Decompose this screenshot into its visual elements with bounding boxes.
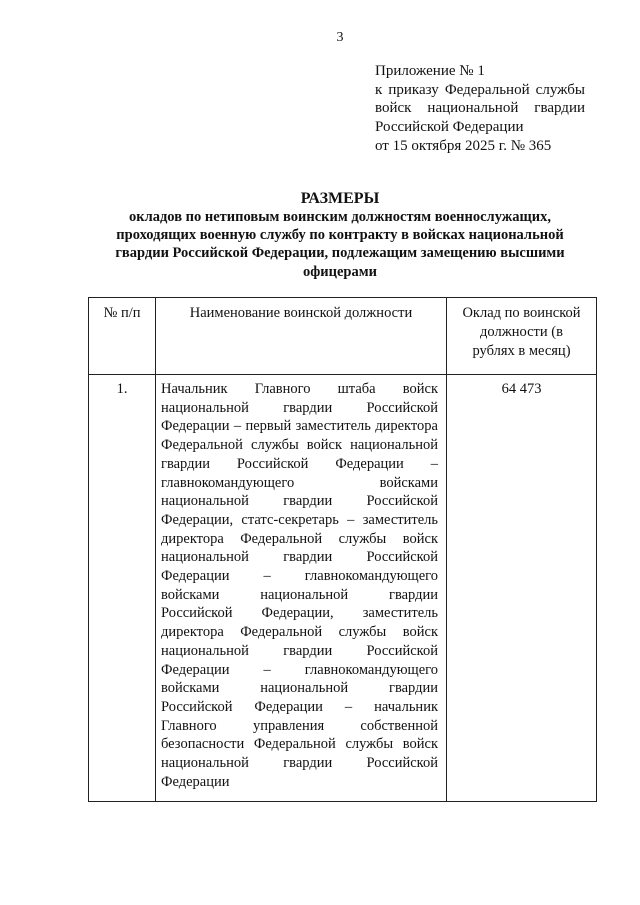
header-position: Наименование воинской должности <box>156 298 447 375</box>
appendix-header <box>375 62 585 156</box>
document-title: РАЗМЕРЫ <box>300 190 380 207</box>
row-position: Начальник Главного штаба войск национальной гвардии Российской Федерации – первый заместитель директора Федеральной службы войск национальной гвардии Российской Федерации – главнокомандующего войсками национальной гвардии Российской Федерации, статс-секретарь – заместитель директора Федеральной службы войск национальной гвардии Российской Федерации – главнокомандующего войсками национальной гвардии Российской Федерации, заместитель директора Федеральной службы войск национальной гвардии Российской Федерации – главнокомандующего войсками национальной гвардии Российской Федерации – начальник Главного управления собственной безопасности Федеральной службы войск национальной гвардии Российской Федерации <box>156 375 447 802</box>
appendix-line: войск национальной гвардии <box>375 100 585 117</box>
appendix-line: Российской Федерации <box>375 119 524 136</box>
salary-table <box>88 297 597 802</box>
appendix-line: от 15 октября 2025 г. № 365 <box>375 137 552 154</box>
document-subtitle: окладов по нетиповым воинским должностям военнослужащих, проходящих военную службу по контракту в войсках национальной гвардии Российской Федерации, подлежащим замещению высшими офицерами <box>115 209 565 280</box>
header-salary: Оклад по воинской должности (в рублях в месяц) <box>447 298 597 375</box>
row-salary: 64 473 <box>447 375 597 802</box>
page-number: 3 <box>336 30 344 45</box>
table-header-row <box>89 298 597 375</box>
appendix-line: Приложение № 1 <box>375 63 485 79</box>
row-number: 1. <box>89 375 156 802</box>
table-row <box>89 375 597 802</box>
header-number: № п/п <box>89 298 156 375</box>
appendix-line: к приказу Федеральной службы <box>375 81 585 98</box>
